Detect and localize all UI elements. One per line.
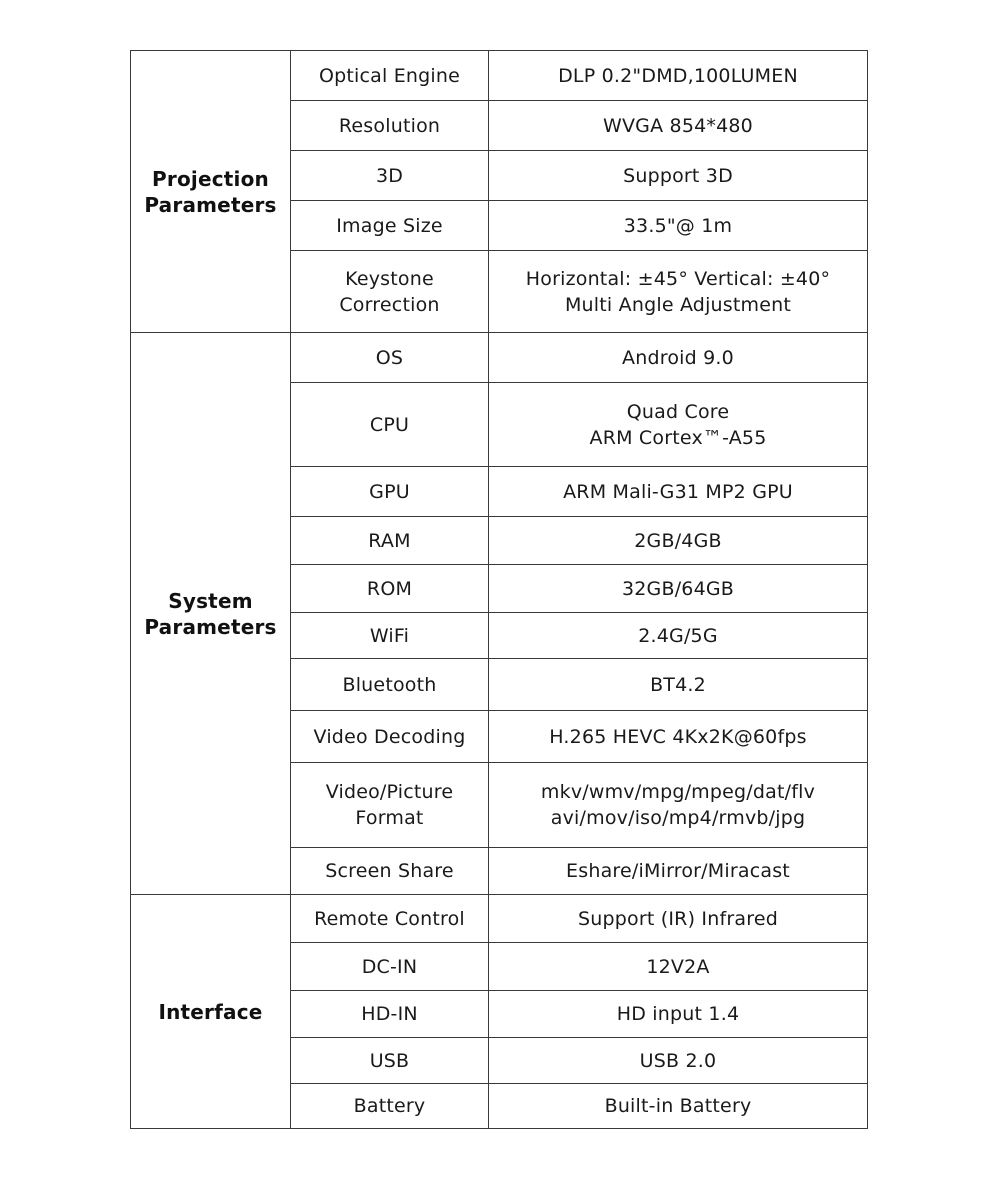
parameter-name-line: Remote Control: [314, 907, 465, 930]
parameter-value-cell: [489, 101, 868, 151]
section-title-line: Parameters: [144, 192, 277, 217]
parameter-value-cell: [489, 943, 868, 991]
table-row: [131, 51, 868, 101]
parameter-value-line: H.265 HEVC 4Kx2K@60fps: [549, 725, 807, 748]
parameter-name-cell: [291, 333, 489, 383]
parameter-value-line: Built-in Battery: [604, 1095, 752, 1117]
parameter-name-line: CPU: [369, 413, 410, 436]
parameter-name-line: HD-IN: [361, 1003, 418, 1025]
parameter-value-line: 33.5"@ 1m: [623, 214, 733, 237]
section-title-line: System: [168, 588, 253, 613]
parameter-name-line: Optical Engine: [318, 64, 461, 87]
parameter-name-cell: [291, 848, 489, 895]
parameter-name-line: Resolution: [338, 114, 441, 137]
table-row: [131, 895, 868, 943]
parameter-value-line: Horizontal: ±45° Vertical: ±40°: [525, 267, 831, 290]
parameter-value-line: Quad Core: [626, 400, 730, 423]
parameter-name-line: OS: [375, 346, 404, 369]
parameter-value-line: BT4.2: [650, 673, 706, 696]
parameter-name-line: Battery: [353, 1095, 426, 1117]
parameter-name-cell: [291, 201, 489, 251]
parameter-value-cell: [489, 383, 868, 467]
parameter-value-cell: [489, 895, 868, 943]
parameter-value-cell: [489, 659, 868, 711]
section-title-cell: [131, 51, 291, 333]
parameter-value-line: USB 2.0: [639, 1049, 717, 1072]
parameter-value-line: ARM Mali-G31 MP2 GPU: [563, 480, 793, 503]
parameter-name-line: GPU: [369, 480, 410, 503]
parameter-name-line: Format: [355, 807, 424, 829]
section-title-line: Projection: [152, 166, 269, 191]
parameter-value-cell: [489, 1084, 868, 1129]
section-title-cell: [131, 895, 291, 1129]
parameter-value-line: 2GB/4GB: [634, 529, 722, 552]
parameter-value-cell: [489, 848, 868, 895]
parameter-value-cell: [489, 333, 868, 383]
parameter-name-line: Screen Share: [325, 860, 454, 882]
parameter-name-line: ROM: [366, 577, 413, 600]
parameter-value-cell: [489, 613, 868, 659]
parameter-value-line: HD input 1.4: [616, 1003, 740, 1025]
parameter-value-cell: [489, 151, 868, 201]
parameter-name-cell: [291, 151, 489, 201]
parameter-name-cell: [291, 1038, 489, 1084]
parameter-value-line: ARM Cortex™-A55: [589, 426, 767, 449]
parameter-name-line: Correction: [339, 293, 440, 316]
table-row: [131, 333, 868, 383]
parameter-name-cell: [291, 467, 489, 517]
parameter-name-line: Bluetooth: [342, 673, 437, 696]
parameter-value-line: Support 3D: [623, 164, 733, 187]
section-title-line: Parameters: [144, 614, 277, 639]
parameter-name-cell: [291, 1084, 489, 1129]
parameter-value-line: avi/mov/iso/mp4/rmvb/jpg: [550, 807, 806, 829]
parameter-name-line: Video/Picture: [325, 781, 454, 803]
parameter-value-cell: [489, 201, 868, 251]
parameter-name-cell: [291, 101, 489, 151]
parameter-name-line: RAM: [368, 529, 411, 552]
parameter-name-cell: [291, 763, 489, 848]
parameter-name-cell: [291, 895, 489, 943]
parameter-name-line: DC-IN: [361, 955, 418, 978]
spec-table-body: [131, 51, 868, 1129]
parameter-name-cell: [291, 251, 489, 333]
parameter-value-cell: [489, 763, 868, 848]
section-title-cell: [131, 333, 291, 895]
parameter-name-cell: [291, 51, 489, 101]
parameter-value-cell: [489, 517, 868, 565]
parameter-value-line: 2.4G/5G: [638, 624, 718, 647]
parameter-value-cell: [489, 1038, 868, 1084]
parameter-name-cell: [291, 991, 489, 1038]
parameter-name-cell: [291, 613, 489, 659]
parameter-value-cell: [489, 251, 868, 333]
parameter-value-line: Support (IR) Infrared: [578, 907, 778, 930]
parameter-value-line: 12V2A: [646, 955, 710, 978]
parameter-value-cell: [489, 565, 868, 613]
parameter-value-line: Android 9.0: [622, 346, 734, 369]
parameter-name-line: Video Decoding: [313, 725, 466, 748]
parameter-name-line: USB: [369, 1049, 410, 1072]
section-title-line: Interface: [158, 999, 263, 1024]
parameter-value-cell: [489, 991, 868, 1038]
parameter-value-line: Eshare/iMirror/Miracast: [566, 860, 790, 882]
parameter-name-line: WiFi: [369, 624, 410, 647]
parameter-value-line: 32GB/64GB: [621, 577, 735, 600]
parameter-value-line: WVGA 854*480: [603, 114, 753, 137]
parameter-value-line: Multi Angle Adjustment: [564, 293, 792, 316]
spec-table: [130, 50, 868, 1129]
parameter-name-cell: [291, 383, 489, 467]
parameter-value-line: DLP 0.2"DMD,100LUMEN: [558, 64, 798, 87]
parameter-value-cell: [489, 51, 868, 101]
parameter-name-cell: [291, 711, 489, 763]
parameter-name-cell: [291, 659, 489, 711]
parameter-value-cell: [489, 711, 868, 763]
parameter-name-cell: [291, 943, 489, 991]
parameter-value-line: mkv/wmv/mpg/mpeg/dat/flv: [540, 781, 816, 803]
parameter-name-cell: [291, 517, 489, 565]
parameter-name-line: 3D: [375, 164, 404, 187]
parameter-name-line: Image Size: [336, 214, 443, 237]
parameter-value-cell: [489, 467, 868, 517]
parameter-name-line: Keystone: [345, 267, 434, 290]
parameter-name-cell: [291, 565, 489, 613]
